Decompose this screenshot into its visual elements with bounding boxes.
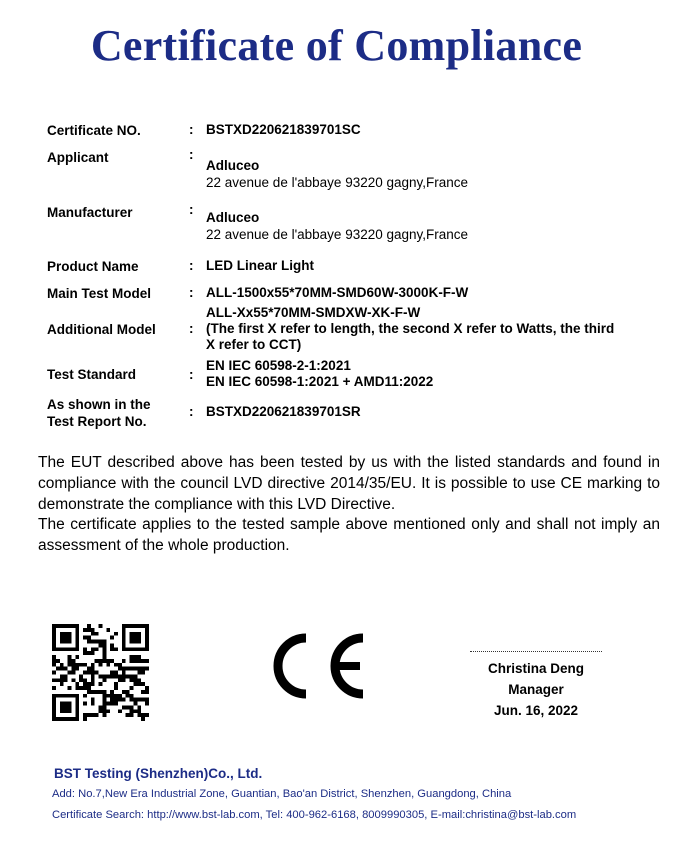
colon: : bbox=[189, 285, 194, 300]
test-standard-label: Test Standard bbox=[47, 367, 137, 382]
certificate-search-info: Certificate Search: http://www.bst-lab.com, Tel: 400-962-6168, 8009990305, E-mail:christina@bst-lab.com bbox=[52, 809, 577, 821]
ce-mark-icon bbox=[256, 628, 368, 704]
signatory-position: Manager bbox=[508, 682, 564, 697]
certificate-title: Certificate of Compliance bbox=[90, 21, 583, 70]
applicant-name: Adluceo bbox=[206, 158, 260, 173]
main-test-model-value: ALL-1500x55*70MM-SMD60W-3000K-F-W bbox=[206, 285, 469, 300]
signature-line bbox=[470, 651, 602, 652]
test-report-label-line2: Test Report No. bbox=[47, 414, 147, 429]
additional-model-line1: ALL-Xx55*70MM-SMDXW-XK-F-W bbox=[206, 305, 421, 320]
colon: : bbox=[189, 258, 194, 273]
colon: : bbox=[189, 404, 194, 419]
compliance-statement bbox=[38, 453, 660, 557]
test-standard-line2: EN IEC 60598-1:2021 + AMD11:2022 bbox=[206, 374, 434, 389]
statement-paragraph-2: The certificate applies to the tested sample above mentioned only and shall not imply an assessment of the whole production. bbox=[38, 516, 660, 555]
company-address: Add: No.7,New Era Industrial Zone, Guantian, Bao'an District, Shenzhen, Guangdong, China bbox=[52, 788, 512, 800]
manufacturer-name: Adluceo bbox=[206, 210, 260, 225]
colon: : bbox=[189, 147, 194, 162]
certificate-no-value: BSTXD220621839701SC bbox=[206, 122, 361, 137]
certificate-no-label: Certificate NO. bbox=[47, 123, 141, 138]
colon: : bbox=[189, 367, 194, 382]
additional-model-line2: (The first X refer to length, the second X refer to Watts, the third bbox=[206, 321, 615, 336]
signatory-name: Christina Deng bbox=[487, 661, 584, 676]
colon: : bbox=[189, 321, 194, 336]
applicant-label: Applicant bbox=[47, 150, 109, 165]
test-report-value: BSTXD220621839701SR bbox=[206, 404, 361, 419]
colon: : bbox=[189, 202, 194, 217]
product-name-value: LED Linear Light bbox=[206, 258, 314, 273]
applicant-address: 22 avenue de l'abbaye 93220 gagny,France bbox=[206, 175, 469, 190]
test-standard-line1: EN IEC 60598-2-1:2021 bbox=[206, 358, 351, 373]
qr-code-icon[interactable] bbox=[52, 624, 149, 721]
additional-model-line3: X refer to CCT) bbox=[206, 337, 302, 352]
colon: : bbox=[189, 122, 194, 137]
manufacturer-label: Manufacturer bbox=[47, 205, 133, 220]
main-test-model-label: Main Test Model bbox=[47, 286, 152, 301]
certificate-date: Jun. 16, 2022 bbox=[493, 703, 579, 718]
company-name: BST Testing (Shenzhen)Co., Ltd. bbox=[54, 766, 263, 781]
manufacturer-address: 22 avenue de l'abbaye 93220 gagny,France bbox=[206, 227, 469, 242]
test-report-label-line1: As shown in the bbox=[47, 397, 151, 412]
statement-paragraph-1: The EUT described above has been tested by us with the listed standards and found in compliance with the council LVD directive 2014/35/EU. It is possible to use CE marking to demonstrate the compliance with this LVD Directive. bbox=[38, 454, 660, 513]
product-name-label: Product Name bbox=[47, 259, 139, 274]
additional-model-label: Additional Model bbox=[47, 322, 156, 337]
